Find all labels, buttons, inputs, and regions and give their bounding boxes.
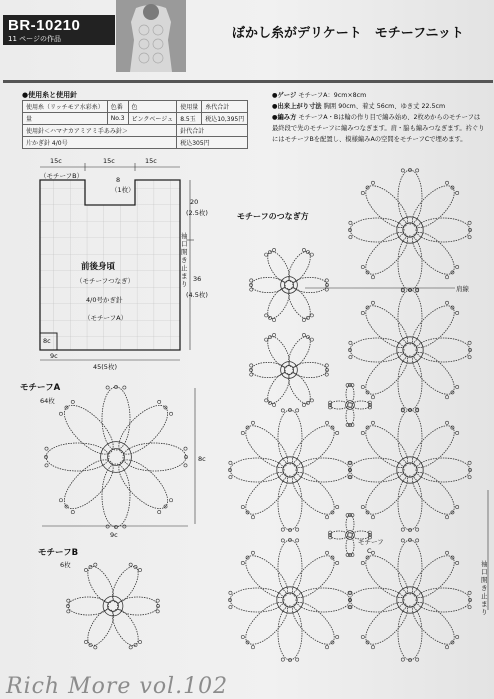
instructions bbox=[272, 90, 486, 145]
method-text: モチーフA・Bは輪の作り目で編み始め、2枚めからのモチーフは最終段で先のモチーフに編みつなぎます。肩・脇も編みつなぎます。衿ぐりにはモチーフBを配置し、模様編みAの空間をモチーフCで埋めます。 bbox=[272, 114, 485, 143]
motif-a-label: モチーフA bbox=[20, 383, 61, 393]
armhole-height: 20 bbox=[190, 198, 199, 206]
gauge-line bbox=[272, 90, 486, 101]
motif-b-label: モチーフB bbox=[38, 548, 79, 558]
motif-c-letter: C bbox=[367, 547, 372, 555]
motif-b-flower bbox=[66, 563, 159, 650]
pattern-code: BR-10210 bbox=[8, 17, 81, 34]
gauge-label: ●ゲージ bbox=[272, 92, 297, 99]
motif-flower bbox=[328, 513, 371, 556]
motif-flower bbox=[348, 288, 471, 411]
motif-flower bbox=[348, 408, 471, 531]
shoulder-line-label: 肩線 bbox=[456, 285, 469, 293]
width-right: 15c bbox=[145, 157, 157, 165]
front-back-title: 前後身頃 bbox=[81, 262, 116, 272]
motif-a-width: 9c bbox=[110, 531, 118, 539]
motif-flower bbox=[348, 538, 471, 661]
front-back-sub: （モチーフつなぎ） bbox=[76, 277, 135, 285]
table-cell: 糸代合計 bbox=[202, 101, 248, 113]
motif-a-note: （モチーフA） bbox=[84, 314, 128, 322]
corner-width: 9c bbox=[50, 352, 58, 360]
table-cell: 使用糸（リッチモア水彩糸） bbox=[23, 101, 108, 113]
brand-footer: Rich More vol.102 bbox=[6, 674, 229, 699]
connect-label: モチーフのつなぎ方 bbox=[237, 212, 309, 221]
connect-diagram bbox=[205, 160, 494, 670]
size-line bbox=[272, 101, 486, 112]
motif-flower bbox=[228, 408, 351, 531]
motif-c-label: モチーフ bbox=[358, 538, 384, 546]
pattern-page-ref: 11 ページの作品 bbox=[8, 35, 61, 43]
armhole-motifs: (2.5枚) bbox=[186, 209, 208, 217]
method-line bbox=[272, 112, 486, 145]
width-left: 15c bbox=[50, 157, 62, 165]
neck-count-note: （1枚） bbox=[111, 186, 135, 194]
motif-flower bbox=[249, 248, 328, 321]
motif-flower bbox=[228, 538, 351, 661]
armhole-stop-note: 袖口開き止まり bbox=[181, 232, 188, 288]
side-height: 36 bbox=[193, 275, 202, 283]
pattern-code-block bbox=[3, 15, 115, 45]
garment-photo bbox=[116, 0, 186, 72]
header-divider bbox=[3, 80, 493, 83]
page-title: ぼかし糸がデリケート モチーフニット bbox=[232, 26, 464, 41]
motif-b-count: 6枚 bbox=[60, 561, 71, 569]
table-cell: 使用量 bbox=[177, 101, 202, 113]
table-cell: 8.5玉 bbox=[177, 113, 202, 125]
table-cell: 使用針＜ハマナカアミアミ手あみ針＞ bbox=[23, 125, 177, 137]
table-row bbox=[23, 101, 248, 113]
width-center: 15c bbox=[103, 157, 115, 165]
side-motifs: (4.5枚) bbox=[186, 291, 208, 299]
motif-grid bbox=[228, 168, 471, 661]
size-value: 胸囲 90cm、着丈 56cm、ゆき丈 22.5cm bbox=[323, 103, 446, 110]
motif-a-flower bbox=[44, 385, 187, 528]
table-cell: 税込10,395円 bbox=[202, 113, 248, 125]
table-row bbox=[23, 113, 248, 125]
materials-table bbox=[22, 100, 248, 149]
neck-count: 8 bbox=[116, 176, 121, 184]
hook-size: 4/0号かぎ針 bbox=[86, 296, 123, 304]
motif-a-count: 64枚 bbox=[40, 397, 55, 405]
table-row bbox=[23, 137, 248, 149]
motif-a-diagram bbox=[38, 384, 198, 534]
motif-b-diagram bbox=[58, 556, 168, 656]
motif-flower bbox=[348, 168, 471, 291]
table-row bbox=[23, 125, 248, 137]
materials-heading: ●使用糸と使用針 bbox=[22, 91, 78, 99]
table-cell: 税込305円 bbox=[177, 137, 248, 149]
table-cell: ピンクベージュ bbox=[128, 113, 177, 125]
motif-flower bbox=[328, 383, 371, 426]
table-cell: 色 bbox=[128, 101, 177, 113]
motif-flower bbox=[249, 333, 328, 406]
corner-height: 8c bbox=[43, 337, 51, 345]
opening-stop-label: 袖口開き止まり bbox=[481, 560, 488, 616]
table-cell: 針代合計 bbox=[177, 125, 248, 137]
motif-a-height: 8c bbox=[198, 455, 206, 463]
method-label: ●編み方 bbox=[272, 114, 297, 121]
table-cell: 色番 bbox=[107, 101, 128, 113]
table-cell: No.3 bbox=[107, 113, 128, 125]
size-label: ●出来上がり寸法 bbox=[272, 103, 322, 110]
total-width: 45(5枚) bbox=[93, 363, 117, 371]
table-cell: 量 bbox=[23, 113, 108, 125]
gauge-value: モチーフA：9cm×8cm bbox=[298, 92, 367, 99]
table-cell: 片かぎ針 4/0号 bbox=[23, 137, 177, 149]
motif-b-note: （モチーフB） bbox=[40, 172, 84, 180]
